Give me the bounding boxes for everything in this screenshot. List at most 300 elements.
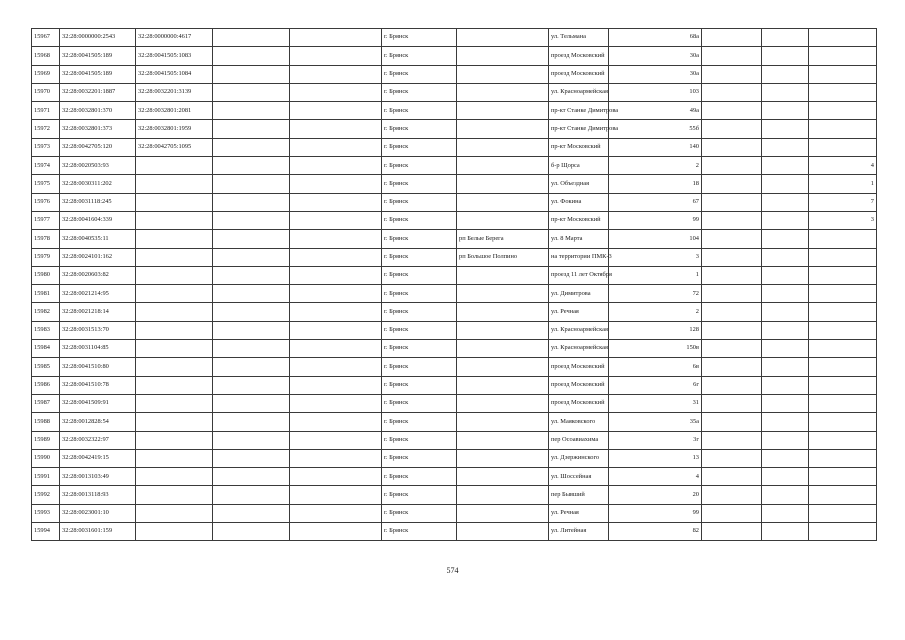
house-number-cell: 2: [609, 157, 702, 175]
row-number-cell: 15969: [32, 65, 60, 83]
city-cell: г. Брянск: [382, 120, 457, 138]
empty-cell: [290, 65, 382, 83]
cadastral-number-cell: 32:28:0041505:189: [60, 47, 136, 65]
city-cell: г. Брянск: [382, 486, 457, 504]
empty-cell: [213, 376, 290, 394]
street-cell: пр-кт Станке Димитрова: [549, 102, 609, 120]
empty-cell: [290, 175, 382, 193]
row-number-cell: 15991: [32, 468, 60, 486]
city-cell: г. Брянск: [382, 211, 457, 229]
cadastral-number-2-cell: [136, 175, 213, 193]
cadastral-number-cell: 32:28:0032322:97: [60, 431, 136, 449]
settlement-cell: [457, 211, 549, 229]
empty-cell: [762, 413, 809, 431]
city-cell: г. Брянск: [382, 449, 457, 467]
house-number-cell: 103: [609, 83, 702, 101]
row-number-cell: 15979: [32, 248, 60, 266]
empty-cell: [702, 523, 762, 541]
city-cell: г. Брянск: [382, 65, 457, 83]
empty-cell: [290, 230, 382, 248]
empty-cell: [702, 413, 762, 431]
empty-cell: [290, 138, 382, 156]
empty-cell: [702, 120, 762, 138]
empty-cell: [290, 157, 382, 175]
empty-cell: [762, 285, 809, 303]
building-number-cell: [809, 486, 877, 504]
cadastral-number-2-cell: 32:28:0041505:1084: [136, 65, 213, 83]
empty-cell: [213, 340, 290, 358]
empty-cell: [762, 266, 809, 284]
street-cell: пр-кт Московский: [549, 138, 609, 156]
city-cell: г. Брянск: [382, 523, 457, 541]
cadastral-number-cell: 32:28:0023001:10: [60, 504, 136, 522]
table-row: [32, 413, 877, 431]
empty-cell: [702, 266, 762, 284]
empty-cell: [702, 193, 762, 211]
settlement-cell: [457, 157, 549, 175]
street-cell: проезд Московский: [549, 65, 609, 83]
row-number-cell: 15990: [32, 449, 60, 467]
settlement-cell: [457, 321, 549, 339]
street-cell: пр-кт Станке Димитрова: [549, 120, 609, 138]
empty-cell: [702, 65, 762, 83]
house-number-cell: 99: [609, 211, 702, 229]
cadastral-number-2-cell: [136, 303, 213, 321]
cadastral-number-cell: 32:28:0013103:49: [60, 468, 136, 486]
empty-cell: [762, 120, 809, 138]
row-number-cell: 15968: [32, 47, 60, 65]
house-number-cell: 31: [609, 394, 702, 412]
street-cell: ул. Дзержинского: [549, 449, 609, 467]
empty-cell: [213, 486, 290, 504]
city-cell: г. Брянск: [382, 193, 457, 211]
settlement-cell: [457, 120, 549, 138]
cadastral-number-2-cell: [136, 413, 213, 431]
cadastral-number-2-cell: [136, 266, 213, 284]
cadastral-number-2-cell: [136, 431, 213, 449]
cadastral-number-2-cell: 32:28:0041505:1083: [136, 47, 213, 65]
cadastral-number-2-cell: [136, 321, 213, 339]
house-number-cell: 1: [609, 266, 702, 284]
cadastral-number-2-cell: [136, 340, 213, 358]
empty-cell: [290, 120, 382, 138]
empty-cell: [213, 157, 290, 175]
city-cell: г. Брянск: [382, 83, 457, 101]
city-cell: г. Брянск: [382, 230, 457, 248]
city-cell: г. Брянск: [382, 358, 457, 376]
street-cell: пер Бывший: [549, 486, 609, 504]
table-row: [32, 504, 877, 522]
cadastral-number-cell: 32:28:0031601:159: [60, 523, 136, 541]
empty-cell: [290, 486, 382, 504]
empty-cell: [702, 468, 762, 486]
empty-cell: [290, 394, 382, 412]
table-row: [32, 211, 877, 229]
cadastral-number-2-cell: [136, 248, 213, 266]
building-number-cell: [809, 431, 877, 449]
table-row: [32, 358, 877, 376]
cadastral-number-2-cell: 32:28:0042705:1095: [136, 138, 213, 156]
building-number-cell: [809, 449, 877, 467]
house-number-cell: 3: [609, 248, 702, 266]
empty-cell: [213, 504, 290, 522]
empty-cell: [762, 175, 809, 193]
street-cell: ул. Речная: [549, 303, 609, 321]
table-row: [32, 431, 877, 449]
house-number-cell: 49а: [609, 102, 702, 120]
row-number-cell: 15988: [32, 413, 60, 431]
row-number-cell: 15973: [32, 138, 60, 156]
empty-cell: [213, 83, 290, 101]
house-number-cell: 6г: [609, 376, 702, 394]
house-number-cell: 67: [609, 193, 702, 211]
settlement-cell: рп Большое Полпино: [457, 248, 549, 266]
table-row: [32, 340, 877, 358]
house-number-cell: 4: [609, 468, 702, 486]
table-row: [32, 523, 877, 541]
street-cell: на территории ПМК-3: [549, 248, 609, 266]
house-number-cell: 20: [609, 486, 702, 504]
building-number-cell: [809, 248, 877, 266]
settlement-cell: [457, 468, 549, 486]
empty-cell: [290, 266, 382, 284]
row-number-cell: 15985: [32, 358, 60, 376]
building-number-cell: [809, 266, 877, 284]
empty-cell: [290, 303, 382, 321]
empty-cell: [213, 120, 290, 138]
city-cell: г. Брянск: [382, 102, 457, 120]
city-cell: г. Брянск: [382, 504, 457, 522]
settlement-cell: [457, 449, 549, 467]
empty-cell: [290, 285, 382, 303]
row-number-cell: 15967: [32, 29, 60, 47]
cadastral-number-2-cell: 32:28:0032801:1959: [136, 120, 213, 138]
street-cell: ул. Красноармейская: [549, 340, 609, 358]
table-row: [32, 29, 877, 47]
building-number-cell: [809, 504, 877, 522]
building-number-cell: [809, 394, 877, 412]
empty-cell: [213, 303, 290, 321]
empty-cell: [290, 431, 382, 449]
empty-cell: [213, 193, 290, 211]
cadastral-number-cell: 32:28:0032801:370: [60, 102, 136, 120]
empty-cell: [702, 394, 762, 412]
empty-cell: [762, 468, 809, 486]
cadastral-number-cell: 32:28:0041510:78: [60, 376, 136, 394]
cadastral-number-2-cell: [136, 376, 213, 394]
empty-cell: [702, 29, 762, 47]
empty-cell: [702, 376, 762, 394]
row-number-cell: 15970: [32, 83, 60, 101]
empty-cell: [762, 449, 809, 467]
empty-cell: [290, 358, 382, 376]
cadastral-number-cell: 32:28:0031118:245: [60, 193, 136, 211]
cadastral-number-cell: 32:28:0041604:339: [60, 211, 136, 229]
row-number-cell: 15981: [32, 285, 60, 303]
table-row: [32, 230, 877, 248]
settlement-cell: [457, 29, 549, 47]
street-cell: проезд Московский: [549, 376, 609, 394]
row-number-cell: 15989: [32, 431, 60, 449]
table-row: [32, 193, 877, 211]
house-number-cell: 6в: [609, 358, 702, 376]
page-number: 574: [446, 566, 459, 575]
table-row: [32, 65, 877, 83]
table-row: [32, 321, 877, 339]
street-cell: ул. Объездная: [549, 175, 609, 193]
settlement-cell: [457, 175, 549, 193]
settlement-cell: [457, 358, 549, 376]
empty-cell: [762, 47, 809, 65]
empty-cell: [702, 230, 762, 248]
settlement-cell: [457, 47, 549, 65]
cadastral-number-2-cell: [136, 358, 213, 376]
table-row: [32, 47, 877, 65]
house-number-cell: 30а: [609, 65, 702, 83]
table-row: [32, 285, 877, 303]
empty-cell: [702, 102, 762, 120]
building-number-cell: [809, 138, 877, 156]
table-row: [32, 303, 877, 321]
cadastral-number-2-cell: [136, 230, 213, 248]
building-number-cell: [809, 340, 877, 358]
street-cell: проезд Московский: [549, 47, 609, 65]
building-number-cell: [809, 29, 877, 47]
empty-cell: [762, 523, 809, 541]
settlement-cell: [457, 102, 549, 120]
empty-cell: [702, 175, 762, 193]
empty-cell: [762, 83, 809, 101]
empty-cell: [290, 29, 382, 47]
cadastral-number-cell: 32:28:0030311:202: [60, 175, 136, 193]
empty-cell: [213, 358, 290, 376]
city-cell: г. Брянск: [382, 413, 457, 431]
empty-cell: [762, 211, 809, 229]
cadastral-number-2-cell: [136, 211, 213, 229]
cadastral-number-cell: 32:28:0012828:54: [60, 413, 136, 431]
city-cell: г. Брянск: [382, 285, 457, 303]
empty-cell: [213, 394, 290, 412]
empty-cell: [762, 248, 809, 266]
cadastral-number-cell: 32:28:0021218:14: [60, 303, 136, 321]
table-row: [32, 138, 877, 156]
empty-cell: [290, 523, 382, 541]
city-cell: г. Брянск: [382, 303, 457, 321]
table-row: [32, 175, 877, 193]
row-number-cell: 15994: [32, 523, 60, 541]
empty-cell: [213, 266, 290, 284]
building-number-cell: 4: [809, 157, 877, 175]
empty-cell: [290, 468, 382, 486]
row-number-cell: 15972: [32, 120, 60, 138]
empty-cell: [290, 504, 382, 522]
empty-cell: [762, 504, 809, 522]
cadastral-number-2-cell: [136, 504, 213, 522]
empty-cell: [702, 504, 762, 522]
house-number-cell: 55б: [609, 120, 702, 138]
row-number-cell: 15971: [32, 102, 60, 120]
empty-cell: [702, 340, 762, 358]
settlement-cell: рп Белые Берега: [457, 230, 549, 248]
settlement-cell: [457, 376, 549, 394]
table-row: [32, 266, 877, 284]
table-row: [32, 120, 877, 138]
building-number-cell: [809, 65, 877, 83]
settlement-cell: [457, 266, 549, 284]
cadastral-number-2-cell: [136, 449, 213, 467]
cadastral-number-2-cell: [136, 523, 213, 541]
empty-cell: [762, 303, 809, 321]
street-cell: ул. Шоссейная: [549, 468, 609, 486]
empty-cell: [290, 211, 382, 229]
table-row: [32, 376, 877, 394]
empty-cell: [213, 523, 290, 541]
street-cell: проезд Московский: [549, 394, 609, 412]
street-cell: пер Осоавиахима: [549, 431, 609, 449]
empty-cell: [213, 29, 290, 47]
empty-cell: [213, 175, 290, 193]
empty-cell: [762, 138, 809, 156]
table-row: [32, 157, 877, 175]
empty-cell: [762, 193, 809, 211]
house-number-cell: 150в: [609, 340, 702, 358]
empty-cell: [290, 47, 382, 65]
empty-cell: [213, 413, 290, 431]
table-row: [32, 102, 877, 120]
building-number-cell: [809, 120, 877, 138]
cadastral-number-cell: 32:28:0024101:162: [60, 248, 136, 266]
table-row: [32, 468, 877, 486]
row-number-cell: 15984: [32, 340, 60, 358]
street-cell: ул. Литейная: [549, 523, 609, 541]
settlement-cell: [457, 138, 549, 156]
empty-cell: [290, 193, 382, 211]
empty-cell: [213, 468, 290, 486]
house-number-cell: 82: [609, 523, 702, 541]
street-cell: ул. 8 Марта: [549, 230, 609, 248]
empty-cell: [702, 321, 762, 339]
empty-cell: [702, 358, 762, 376]
house-number-cell: 18: [609, 175, 702, 193]
building-number-cell: 7: [809, 193, 877, 211]
house-number-cell: 2: [609, 303, 702, 321]
empty-cell: [702, 83, 762, 101]
row-number-cell: 15978: [32, 230, 60, 248]
cadastral-number-cell: 32:28:0042419:15: [60, 449, 136, 467]
table-row: [32, 449, 877, 467]
empty-cell: [702, 248, 762, 266]
settlement-cell: [457, 303, 549, 321]
street-cell: ул. Речная: [549, 504, 609, 522]
city-cell: г. Брянск: [382, 157, 457, 175]
empty-cell: [702, 138, 762, 156]
building-number-cell: [809, 83, 877, 101]
empty-cell: [213, 321, 290, 339]
cadastral-number-2-cell: [136, 193, 213, 211]
empty-cell: [762, 65, 809, 83]
city-cell: г. Брянск: [382, 321, 457, 339]
cadastral-number-cell: 32:28:0040535:11: [60, 230, 136, 248]
house-number-cell: 99: [609, 504, 702, 522]
cadastral-number-2-cell: [136, 394, 213, 412]
cadastral-number-cell: 32:28:0032201:1887: [60, 83, 136, 101]
street-cell: б-р Щорса: [549, 157, 609, 175]
building-number-cell: [809, 321, 877, 339]
settlement-cell: [457, 486, 549, 504]
cadastral-number-cell: 32:28:0041505:189: [60, 65, 136, 83]
building-number-cell: [809, 468, 877, 486]
street-cell: ул. Маяковского: [549, 413, 609, 431]
cadastral-number-cell: 32:28:0021214:95: [60, 285, 136, 303]
street-cell: ул. Тельмана: [549, 29, 609, 47]
empty-cell: [213, 102, 290, 120]
empty-cell: [213, 285, 290, 303]
table-row: [32, 248, 877, 266]
empty-cell: [762, 431, 809, 449]
empty-cell: [762, 376, 809, 394]
cadastral-number-cell: 32:28:0042705:120: [60, 138, 136, 156]
row-number-cell: 15986: [32, 376, 60, 394]
building-number-cell: [809, 230, 877, 248]
cadastral-number-cell: 32:28:0032801:373: [60, 120, 136, 138]
cadastral-number-cell: 32:28:0013118:93: [60, 486, 136, 504]
house-number-cell: 104: [609, 230, 702, 248]
cadastral-number-cell: 32:28:0041509:91: [60, 394, 136, 412]
settlement-cell: [457, 413, 549, 431]
street-cell: ул. Димитрова: [549, 285, 609, 303]
row-number-cell: 15993: [32, 504, 60, 522]
empty-cell: [702, 431, 762, 449]
settlement-cell: [457, 394, 549, 412]
cadastral-number-cell: 32:28:0020503:93: [60, 157, 136, 175]
settlement-cell: [457, 193, 549, 211]
settlement-cell: [457, 523, 549, 541]
empty-cell: [762, 321, 809, 339]
street-cell: пр-кт Московский: [549, 211, 609, 229]
city-cell: г. Брянск: [382, 340, 457, 358]
building-number-cell: [809, 285, 877, 303]
empty-cell: [290, 376, 382, 394]
table-body: [32, 29, 877, 541]
building-number-cell: [809, 303, 877, 321]
empty-cell: [762, 340, 809, 358]
empty-cell: [762, 394, 809, 412]
street-cell: ул. Фокина: [549, 193, 609, 211]
empty-cell: [213, 248, 290, 266]
building-number-cell: [809, 413, 877, 431]
settlement-cell: [457, 340, 549, 358]
row-number-cell: 15977: [32, 211, 60, 229]
empty-cell: [702, 303, 762, 321]
house-number-cell: 68а: [609, 29, 702, 47]
cadastral-number-cell: 32:28:0020603:82: [60, 266, 136, 284]
empty-cell: [702, 449, 762, 467]
table-row: [32, 486, 877, 504]
house-number-cell: 35а: [609, 413, 702, 431]
city-cell: г. Брянск: [382, 394, 457, 412]
row-number-cell: 15987: [32, 394, 60, 412]
building-number-cell: [809, 523, 877, 541]
empty-cell: [213, 211, 290, 229]
cadastral-number-cell: 32:28:0000000:2543: [60, 29, 136, 47]
empty-cell: [762, 358, 809, 376]
empty-cell: [290, 413, 382, 431]
registry-table: [31, 28, 877, 541]
row-number-cell: 15982: [32, 303, 60, 321]
empty-cell: [762, 29, 809, 47]
cadastral-number-cell: 32:28:0031104:85: [60, 340, 136, 358]
house-number-cell: 13: [609, 449, 702, 467]
